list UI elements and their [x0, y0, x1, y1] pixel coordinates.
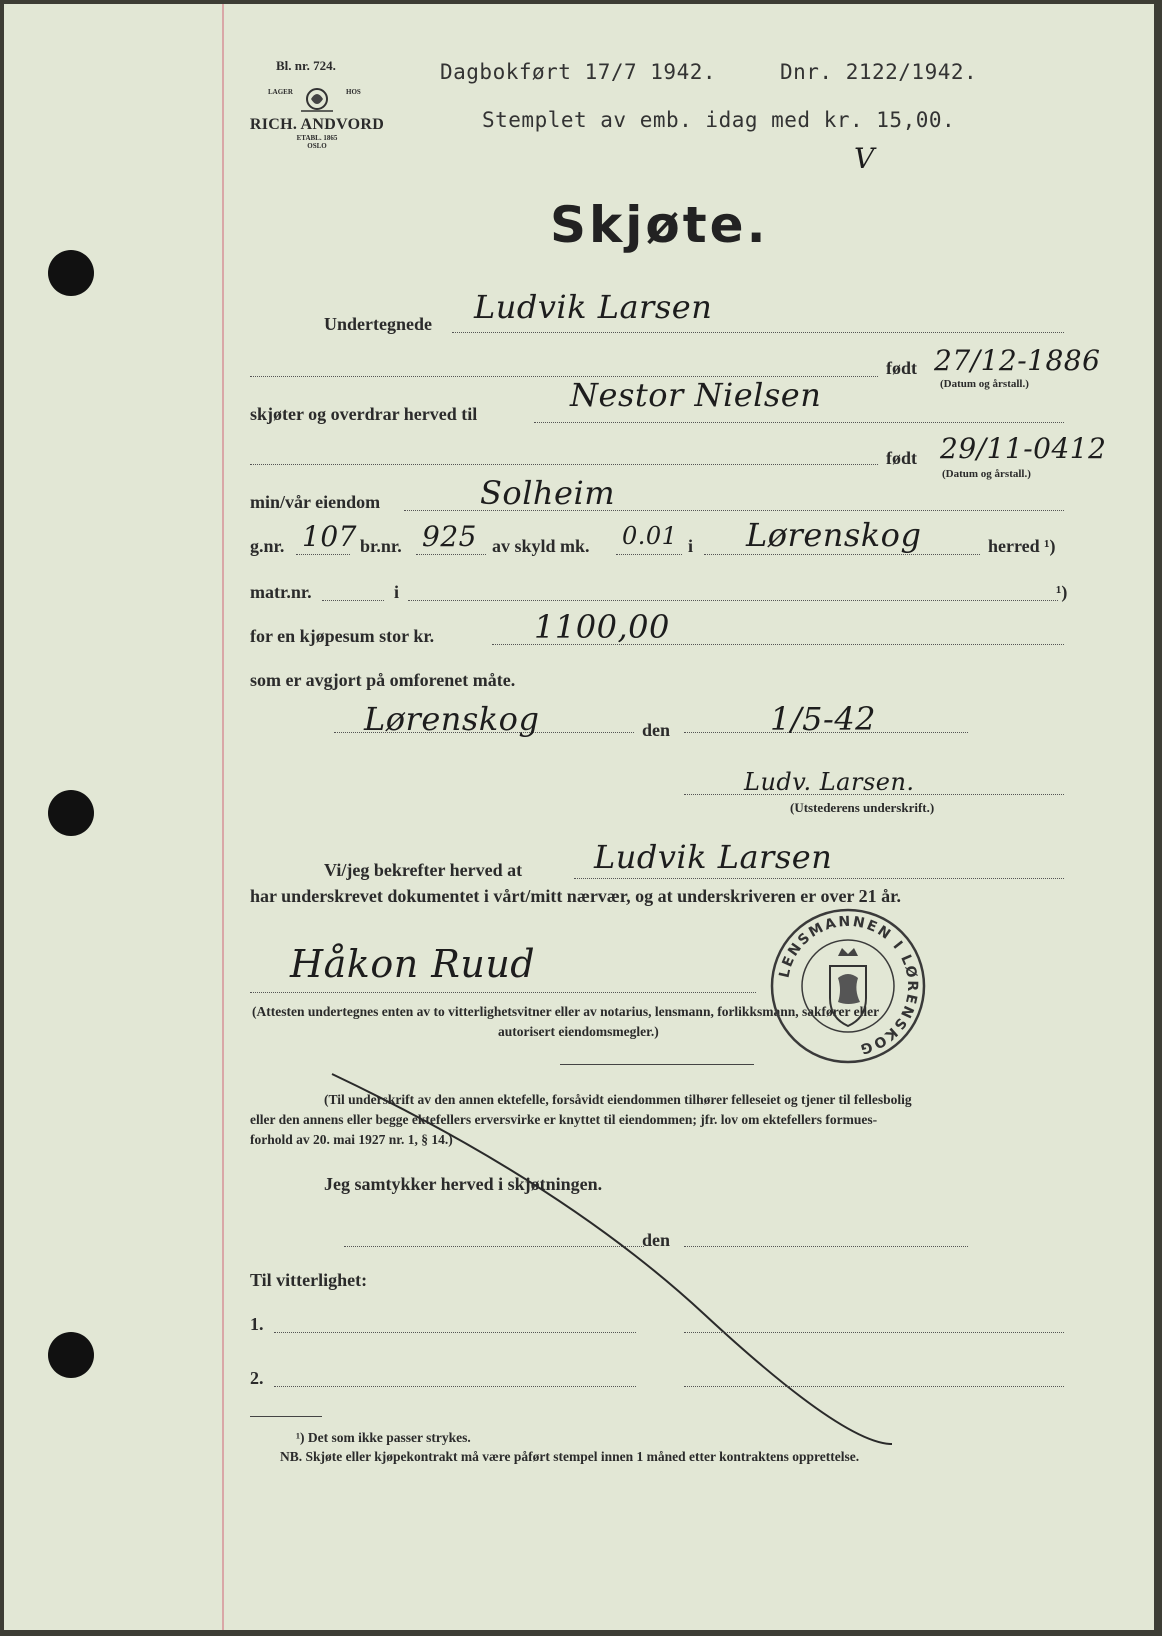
place-value: Lørenskog: [364, 700, 540, 738]
publisher-city: OSLO: [307, 142, 327, 150]
document-title: Skjøte.: [550, 196, 769, 254]
form-number: Bl. nr. 724.: [276, 58, 336, 73]
transfer-label: skjøter og overdrar herved til: [250, 404, 478, 424]
publisher-established: ETABL. 1865: [296, 134, 338, 142]
attestation-note-1: (Attesten undertegnes enten av to vitterlighetsvitner eller av notarius, lensmann, forlikksmann, sakfører eller: [252, 1004, 880, 1019]
check-mark: V: [854, 142, 875, 175]
confirm-value: Ludvik Larsen: [594, 838, 833, 876]
publisher-hos: HOS: [346, 88, 361, 96]
witness-2-line-right: [684, 1386, 1064, 1387]
born-value-2: 29/11-0412: [940, 432, 1107, 465]
publisher-lager: LAGER: [268, 88, 293, 96]
matr-i-label: i: [394, 582, 400, 602]
date-hint-1: (Datum og årstall.): [940, 378, 1029, 390]
witness-1-line: [274, 1332, 636, 1333]
footnote-1: ¹) Det som ikke passer strykes.: [296, 1430, 471, 1445]
skyld-value: 0.01: [622, 522, 678, 550]
herred-label: herred ¹): [988, 536, 1056, 556]
consent-den-label: den: [642, 1230, 671, 1250]
witness-label: Til vitterlighet:: [250, 1270, 368, 1290]
municipality-i-label: i: [688, 536, 694, 556]
date-value: 1/5-42: [770, 700, 877, 738]
confirm-label: Vi/jeg bekrefter herved at: [324, 860, 523, 880]
born-label-1: født: [886, 358, 917, 378]
skyld-label: av skyld mk.: [492, 536, 590, 556]
footnote-rule: [250, 1416, 322, 1417]
spouse-note-2: eller den annens eller begge ektefellers erversvirke er knyttet til eiendommen; jfr. lov om ektefellers formues-: [250, 1112, 878, 1127]
footnote-2: NB. Skjøte eller kjøpekontrakt må være påført stempel innen 1 måned etter kontraktens opprettelse.: [280, 1449, 860, 1464]
date-hint-2: (Datum og årstall.): [942, 468, 1031, 480]
born-label-2: født: [886, 448, 917, 468]
price-label: for en kjøpesum stor kr.: [250, 626, 435, 646]
registered-date: Dagbokført 17/7 1942.: [440, 60, 717, 84]
seal-text: LENSMANNEN I LØRENSKOG: [776, 913, 921, 1058]
witness-1-label: 1.: [250, 1314, 264, 1334]
witness-2-line: [274, 1386, 636, 1387]
attestation-note-2: autorisert eiendomsmegler.): [498, 1024, 659, 1039]
municipality-value: Lørenskog: [746, 516, 922, 554]
witness-signature: Håkon Ruud: [290, 942, 536, 986]
brnr-label: br.nr.: [360, 536, 402, 556]
consent-text: Jeg samtykker herved i skjøtningen.: [324, 1174, 603, 1194]
gnr-label: g.nr.: [250, 536, 285, 556]
stamp-fee-note: Stemplet av emb. idag med kr. 15,00.: [482, 108, 956, 132]
issuer-caption: (Utstederens underskrift.): [790, 800, 935, 815]
matr-label: matr.nr.: [250, 582, 312, 602]
transfer-value: Nestor Nielsen: [570, 376, 822, 414]
gnr-value: 107: [302, 520, 357, 553]
brnr-value: 925: [422, 520, 477, 553]
undersigned-label: Undertegnede: [324, 314, 432, 334]
born-value-1: 27/12-1886: [934, 344, 1101, 377]
issuer-signature: Ludv. Larsen.: [744, 768, 915, 796]
date-den-label: den: [642, 720, 671, 740]
property-label: min/vår eiendom: [250, 492, 381, 512]
publisher-name: RICH. ANDVORD: [249, 116, 385, 133]
spouse-note-3: forhold av 20. mai 1927 nr. 1, § 14.): [250, 1132, 453, 1147]
witness-2-label: 2.: [250, 1368, 264, 1388]
confirm-text: har underskrevet dokumentet i vårt/mitt nærvær, og at underskriveren er over 21 år.: [250, 886, 901, 906]
undersigned-value: Ludvik Larsen: [474, 288, 713, 326]
document-page: [4, 4, 1154, 1630]
document-number: Dnr. 2122/1942.: [780, 60, 978, 84]
matr-note: ¹): [1056, 582, 1068, 602]
property-value: Solheim: [480, 474, 616, 512]
spouse-note-1: (Til underskrift av den annen ektefelle, forsåvidt eiendommen tilhører felleseiet og tjener til fellesbolig: [324, 1092, 912, 1107]
price-value: 1100,00: [534, 608, 670, 646]
witness-1-line-right: [684, 1332, 1064, 1333]
agreed-text: som er avgjort på omforenet måte.: [250, 670, 516, 690]
